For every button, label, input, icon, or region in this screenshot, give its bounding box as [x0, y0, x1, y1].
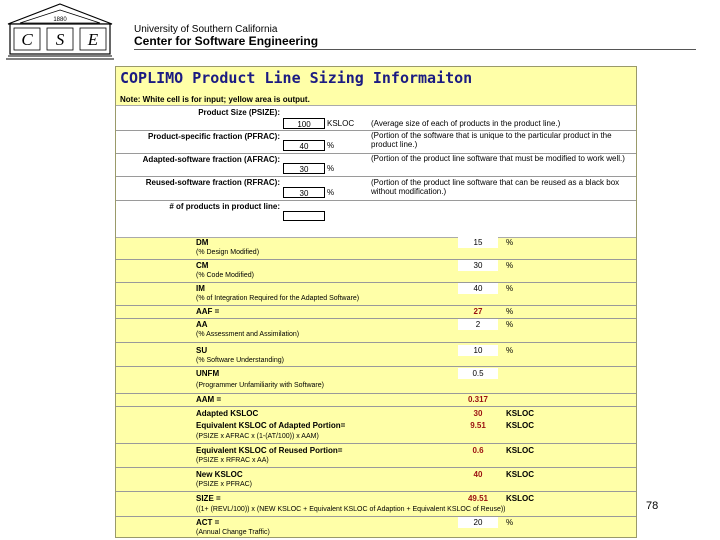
param-unit: %: [506, 238, 514, 247]
input-label: Product-specific fraction (PFRAC):: [147, 132, 280, 141]
output-unit: KSLOC: [506, 409, 534, 418]
university-name: University of Southern California: [134, 24, 278, 35]
center-name: Center for Software Engineering: [134, 34, 319, 48]
size-value: 49.51: [467, 494, 489, 503]
param-sub: (% of Integration Required for the Adapted Software): [196, 295, 360, 302]
output-label: SIZE =: [196, 494, 221, 503]
param-label: SU: [196, 346, 208, 355]
row-divider: [116, 491, 636, 492]
input-description: (Portion of the product line software that must be modified to work well.): [371, 154, 625, 163]
input-label: Product Size (PSIZE):: [198, 108, 280, 117]
input-unit: %: [327, 188, 335, 197]
page-number: 78: [646, 500, 659, 512]
param-unit: %: [506, 346, 514, 355]
afrac-input[interactable]: 30: [283, 163, 325, 174]
row-divider: [116, 318, 636, 319]
row-divider: [116, 282, 636, 283]
output-sub: (PSIZE x AFRAC x (1-(AT/100)) x AAM): [196, 433, 319, 440]
input-label: Adapted-software fraction (AFRAC):: [142, 155, 280, 164]
param-sub: (% Software Understanding): [196, 357, 284, 364]
equiv-reused-value: 0.6: [472, 446, 484, 455]
output-unit: KSLOC: [506, 494, 534, 503]
header-divider: [134, 49, 696, 50]
input-unit: %: [327, 164, 335, 173]
row-divider: [116, 516, 636, 517]
act-input[interactable]: 20: [458, 517, 498, 528]
row-divider: [116, 467, 636, 468]
su-input[interactable]: 10: [458, 345, 498, 356]
cse-logo-graphic: [4, 2, 116, 62]
param-label: IM: [196, 284, 205, 293]
cm-input[interactable]: 30: [458, 260, 498, 271]
logo-letter-c: C: [21, 30, 33, 49]
input-unit: %: [327, 141, 335, 150]
input-description: (Portion of the software that is unique to the particular product in the product line.): [371, 131, 612, 149]
psize-input[interactable]: 100: [283, 118, 325, 129]
logo-letter-s: S: [55, 30, 65, 49]
coplimo-sheet: [115, 66, 637, 538]
param-label: CM: [196, 261, 209, 270]
output-label: AAM =: [196, 395, 222, 404]
equiv-adapted-value: 9.51: [470, 421, 486, 430]
output-sub: ((1+ (REVL/100)) x (NEW KSLOC + Equivalent KSLOC of Adaption + Equivalent KSLOC of Reuse)): [196, 506, 506, 513]
row-divider: [116, 200, 636, 201]
row-divider: [116, 393, 636, 394]
output-sub: (PSIZE x RFRAC x AA): [196, 457, 269, 464]
sheet-note: Note: White cell is for input; yellow area is output.: [120, 95, 310, 104]
param-label: AAF =: [196, 307, 220, 316]
input-label: Reused-software fraction (RFRAC):: [145, 178, 280, 187]
param-label: UNFM: [196, 369, 220, 378]
output-label: Equivalent KSLOC of Adapted Portion=: [196, 421, 346, 430]
output-unit: KSLOC: [506, 421, 534, 430]
adapted-ksloc-value: 30: [473, 409, 483, 418]
cse-logo: [4, 2, 116, 62]
param-unit: %: [506, 284, 514, 293]
output-label: New KSLOC: [196, 470, 243, 479]
output-label: Adapted KSLOC: [196, 409, 259, 418]
aaf-value: 27: [473, 307, 483, 316]
param-unit: %: [506, 307, 514, 316]
param-unit: %: [506, 320, 514, 329]
input-unit: KSLOC: [327, 119, 355, 128]
output-sub: (Annual Change Traffic): [196, 529, 270, 536]
param-sub: (% Design Modified): [196, 249, 260, 256]
dm-input[interactable]: 15: [458, 237, 498, 248]
output-unit: KSLOC: [506, 446, 534, 455]
aam-value: 0.317: [467, 395, 489, 404]
rfrac-input[interactable]: 30: [283, 187, 325, 198]
param-label: DM: [196, 238, 209, 247]
param-label: AA: [196, 320, 208, 329]
aa-input[interactable]: 2: [458, 319, 498, 330]
row-divider: [116, 366, 636, 367]
row-divider: [116, 406, 636, 407]
row-divider: [116, 176, 636, 177]
input-description: (Portion of the product line software that can be reused as a black box without modification.): [371, 178, 620, 196]
row-divider: [116, 443, 636, 444]
row-divider: [116, 342, 636, 343]
row-divider: [116, 305, 636, 306]
output-sub: (PSIZE x PFRAC): [196, 481, 253, 488]
new-ksloc-value: 40: [473, 470, 483, 479]
param-sub: (Programmer Unfamiliarity with Software): [196, 382, 324, 389]
im-input[interactable]: 40: [458, 283, 498, 294]
pfrac-input[interactable]: 40: [283, 140, 325, 151]
param-unit: %: [506, 261, 514, 270]
logo-letter-e: E: [87, 30, 99, 49]
num-products-input[interactable]: [283, 211, 325, 221]
input-description: (Average size of each of products in the product line.): [371, 119, 561, 128]
row-divider: [116, 259, 636, 260]
unfm-input[interactable]: 0.5: [458, 368, 498, 379]
param-sub: (% Assessment and Assimilation): [196, 331, 300, 338]
sheet-title: COPLIMO Product Line Sizing Informaiton: [120, 69, 473, 87]
param-sub: (% Code Modified): [196, 272, 254, 279]
output-unit: KSLOC: [506, 470, 534, 479]
logo-year: 1880: [53, 17, 67, 23]
output-label: ACT =: [196, 518, 220, 527]
input-label: # of products in product line:: [169, 202, 280, 211]
output-unit: %: [506, 518, 514, 527]
output-label: Equivalent KSLOC of Reused Portion=: [196, 446, 343, 455]
